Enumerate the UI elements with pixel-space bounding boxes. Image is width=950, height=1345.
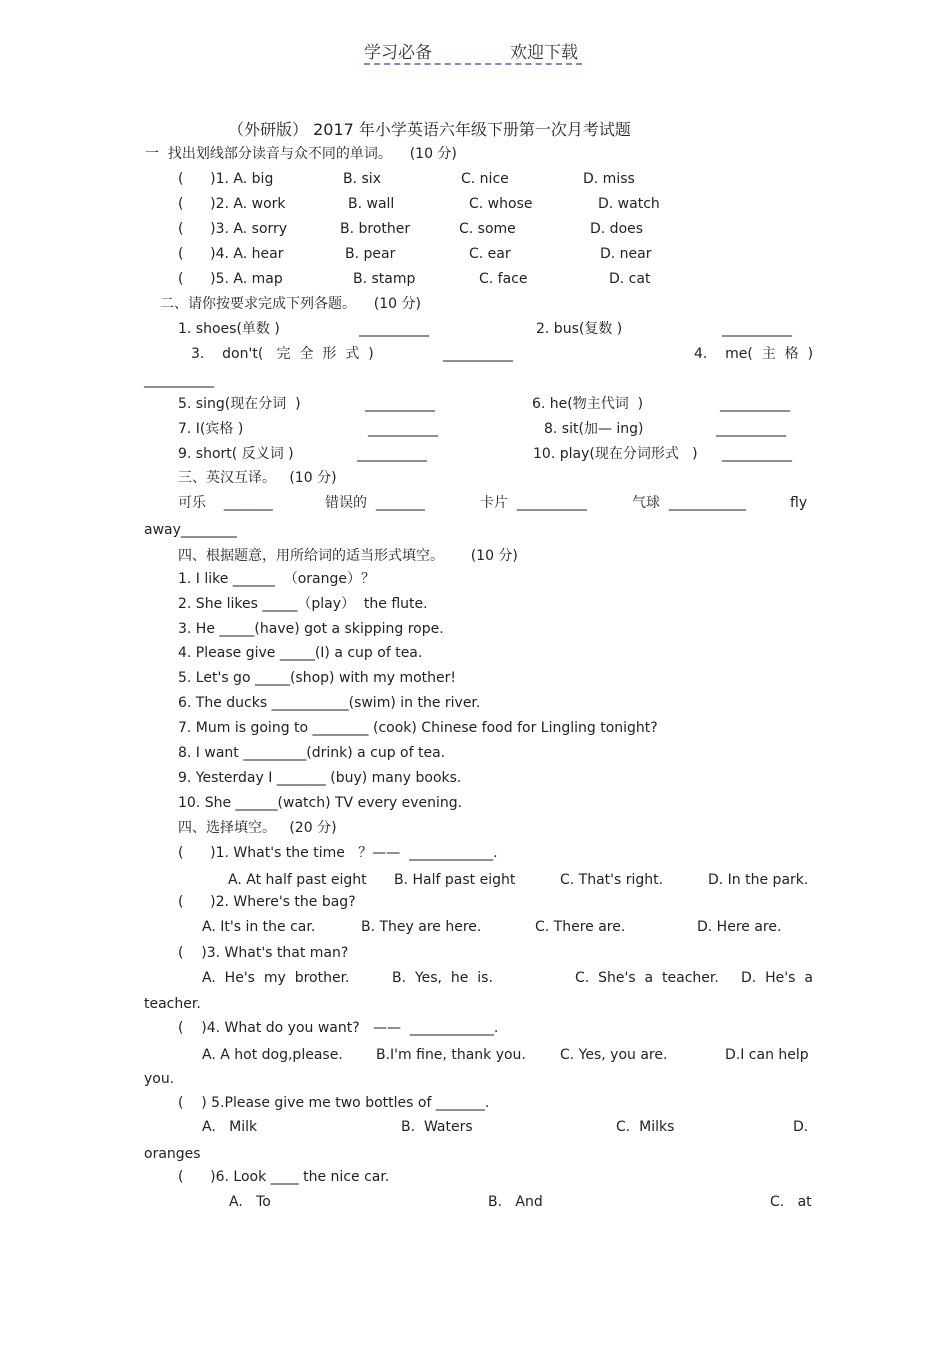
s5-q5-option-d-cont: oranges xyxy=(144,1146,201,1162)
s1-q5-option-d: D. cat xyxy=(609,271,651,287)
s5-q4-stem: ( )4. What do you want? —— ____________. xyxy=(178,1020,499,1036)
s2-item-4: 4. me( 主 格 ) xyxy=(694,346,814,362)
s5-q2-option-b: B. They are here. xyxy=(361,919,482,935)
s1-q3-option-b: B. brother xyxy=(340,221,411,237)
s2-item-3: 3. don't( 完 全 形 式 ) xyxy=(191,346,374,362)
s5-q1-option-b: B. Half past eight xyxy=(394,872,516,888)
s2-answer-blank[interactable]: __________ xyxy=(722,321,792,337)
s2-item-7: 7. I(宾格 ) xyxy=(178,421,244,437)
s4-line: 3. He _____(have) got a skipping rope. xyxy=(178,621,444,637)
s5-q3-option-d: D. He's a xyxy=(741,970,813,986)
s2-answer-blank[interactable]: __________ xyxy=(365,396,435,412)
s4-line: 6. The ducks ___________(swim) in the river. xyxy=(178,695,481,711)
s2-item-5: 5. sing(现在分词 ) xyxy=(178,396,301,412)
s1-q2-option-c: C. whose xyxy=(469,196,533,212)
s5-q4-option-d-cont: you. xyxy=(144,1071,175,1087)
header-right: 欢迎下载 xyxy=(510,43,578,63)
s3-word-card: 卡片 __________ xyxy=(480,495,587,511)
s1-q1-option-d: D. miss xyxy=(583,171,635,187)
s2-answer-blank[interactable]: __________ xyxy=(368,421,438,437)
s2-answer-blank[interactable]: __________ xyxy=(722,446,792,462)
s1-q4-option-a: ( )4. A. hear xyxy=(178,246,284,262)
s5-q6-option-a: A. To xyxy=(229,1194,271,1210)
s5-q1-option-c: C. That's right. xyxy=(560,872,664,888)
s2-answer-blank[interactable]: __________ xyxy=(144,372,214,388)
section-2-heading: 二、请你按要求完成下列各题。 (10 分) xyxy=(160,296,421,312)
s1-q1-option-b: B. six xyxy=(343,171,381,187)
s3-word-balloon: 气球 ___________ xyxy=(632,495,746,511)
s5-q5-option-c: C. Milks xyxy=(616,1119,675,1135)
s5-q4-option-d: D.I can help xyxy=(725,1047,809,1063)
s2-item-2: 2. bus(复数 ) xyxy=(536,321,623,337)
s5-q5-option-b: B. Waters xyxy=(401,1119,473,1135)
s1-q3-option-d: D. does xyxy=(590,221,644,237)
s5-q3-stem: ( )3. What's that man? xyxy=(178,945,349,961)
section-3-heading: 三、英汉互译。 (10 分) xyxy=(178,470,337,486)
s5-q2-option-c: C. There are. xyxy=(535,919,626,935)
s5-q4-option-b: B.I'm fine, thank you. xyxy=(376,1047,526,1063)
s2-item-6: 6. he(物主代词 ) xyxy=(532,396,644,412)
s1-q3-option-c: C. some xyxy=(459,221,516,237)
s1-q5-option-b: B. stamp xyxy=(353,271,416,287)
s4-line: 5. Let's go _____(shop) with my mother! xyxy=(178,670,457,686)
s3-word-cola: 可乐 _______ xyxy=(178,495,273,511)
s5-q4-option-c: C. Yes, you are. xyxy=(560,1047,668,1063)
section-4-heading: 四、根据题意，用所给词的适当形式填空。 (10 分) xyxy=(178,548,518,564)
s1-q1-option-c: C. nice xyxy=(461,171,509,187)
s5-q2-option-d: D. Here are. xyxy=(697,919,782,935)
s3-word-fly: fly xyxy=(790,495,808,511)
s5-q1-stem: ( )1. What's the time ？—— ____________. xyxy=(178,845,498,861)
s1-q2-option-d: D. watch xyxy=(598,196,660,212)
s5-q5-option-d: D. xyxy=(793,1119,809,1135)
s5-q3-option-d-cont: teacher. xyxy=(144,996,201,1012)
s5-q6-stem: ( )6. Look ____ the nice car. xyxy=(178,1169,390,1185)
s5-q2-option-a: A. It's in the car. xyxy=(202,919,316,935)
s5-q4-option-a: A. A hot dog,please. xyxy=(202,1047,343,1063)
s2-item-8: 8. sit(加— ing) xyxy=(544,421,644,437)
s4-line: 9. Yesterday I _______ (buy) many books. xyxy=(178,770,462,786)
s2-item-10: 10. play(现在分词形式 ) xyxy=(533,446,698,462)
s5-q1-option-a: A. At half past eight xyxy=(228,872,367,888)
s1-q5-option-c: C. face xyxy=(479,271,528,287)
s2-answer-blank[interactable]: __________ xyxy=(357,446,427,462)
s5-q6-option-b: B. And xyxy=(488,1194,543,1210)
s1-q4-option-d: D. near xyxy=(600,246,652,262)
s5-q1-option-d: D. In the park. xyxy=(708,872,809,888)
s5-q3-option-a: A. He's my brother. xyxy=(202,970,350,986)
header-left: 学习必备 xyxy=(364,43,432,63)
s3-word-fly-cont: away________ xyxy=(144,522,237,538)
s4-line: 4. Please give _____(I) a cup of tea. xyxy=(178,645,423,661)
s2-item-9: 9. short( 反义词 ) xyxy=(178,446,294,462)
s1-q2-option-a: ( )2. A. work xyxy=(178,196,286,212)
s5-q6-option-c: C. at xyxy=(770,1194,812,1210)
s2-answer-blank[interactable]: __________ xyxy=(359,321,429,337)
s1-q5-option-a: ( )5. A. map xyxy=(178,271,283,287)
s2-item-1: 1. shoes(单数 ) xyxy=(178,321,280,337)
s1-q2-option-b: B. wall xyxy=(348,196,395,212)
page-title: （外研版） 2017 年小学英语六年级下册第一次月考试题 xyxy=(228,120,631,139)
s4-line: 10. She ______(watch) TV every evening. xyxy=(178,795,463,811)
s3-word-wrong: 错误的 _______ xyxy=(325,495,425,511)
s1-q1-option-a: ( )1. A. big xyxy=(178,171,274,187)
s4-line: 1. I like ______ （orange）？ xyxy=(178,571,376,587)
s4-line: 2. She likes _____（play） the flute. xyxy=(178,596,428,612)
s5-q5-option-a: A. Milk xyxy=(202,1119,258,1135)
s5-q3-option-c: C. She's a teacher. xyxy=(575,970,719,986)
section-5-heading: 四、选择填空。 (20 分) xyxy=(178,820,337,836)
s4-line: 8. I want _________(drink) a cup of tea. xyxy=(178,745,446,761)
section-1-heading: 一 找出划线部分读音与众不同的单词。 (10 分) xyxy=(145,146,457,162)
s5-q5-stem: ( ) 5.Please give me two bottles of _______. xyxy=(178,1095,490,1111)
header-rule xyxy=(364,63,582,65)
s4-line: 7. Mum is going to ________ (cook) Chinese food for Lingling tonight? xyxy=(178,720,658,736)
s1-q4-option-c: C. ear xyxy=(469,246,511,262)
s5-q2-stem: ( )2. Where's the bag? xyxy=(178,894,356,910)
s5-q3-option-b: B. Yes, he is. xyxy=(392,970,493,986)
s2-answer-blank[interactable]: __________ xyxy=(443,346,513,362)
s1-q3-option-a: ( )3. A. sorry xyxy=(178,221,288,237)
s2-answer-blank[interactable]: __________ xyxy=(720,396,790,412)
s1-q4-option-b: B. pear xyxy=(345,246,396,262)
s2-answer-blank[interactable]: __________ xyxy=(716,421,786,437)
